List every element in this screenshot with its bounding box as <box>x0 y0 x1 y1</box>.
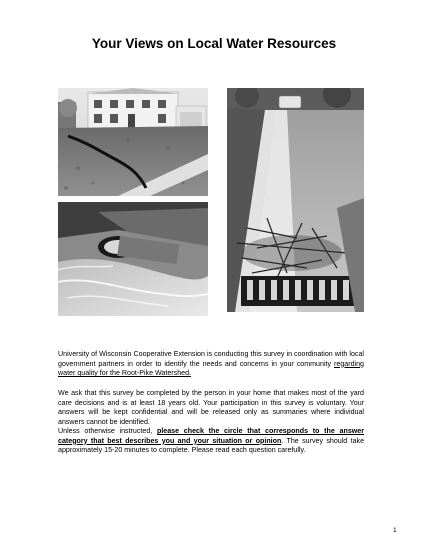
intro-text: University of Wisconsin Cooperative Extension is conducting this survey in coordination with local government partners in order to identify the needs and concerns in your community <box>58 350 364 368</box>
storm-drain-photo <box>227 88 364 312</box>
intro-paragraph <box>58 350 364 379</box>
outlet-pipe-photo <box>58 202 208 316</box>
instructions-paragraph <box>58 427 364 456</box>
house-lawn-photo <box>58 88 208 196</box>
intro-underlined-text: regarding water quality for the Root-Pike Watershed. <box>58 359 364 378</box>
participation-paragraph: We ask that this survey be completed by the person in your home that makes most of the yard care decisions and is at least 18 years old. Your participation in this survey is voluntary. Your answers will be kept confidential and will be released only as summaries where individual answers cannot be identified. <box>58 389 364 426</box>
page-number: 1 <box>393 527 397 534</box>
page-title: Your Views on Local Water Resources <box>91 36 337 51</box>
instructions-text-end: . The survey should take approximately 15-20 minutes to complete. Please read each question carefully. <box>58 436 365 455</box>
instructions-emphasis: please check the circle that corresponds to the answer category that best describes you and your situation or opinion <box>58 427 364 445</box>
instructions-text-start: Unless otherwise instructed, <box>58 427 157 435</box>
